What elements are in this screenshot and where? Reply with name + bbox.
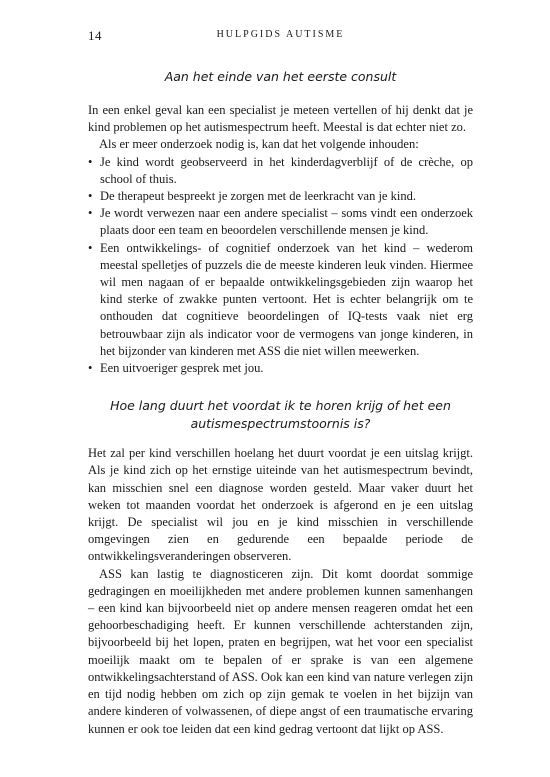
- body-paragraph: ASS kan lastig te diagnosticeren zijn. Dit komt doordat sommige gedragingen en moeilijkheden met andere problemen kunnen samenhangen – een kind kan bijvoorbeeld niet op andere mensen reageren omdat het een gehoorbeschadiging heeft. Er kunnen verschillende achterstanden zijn, bijvoorbeeld bij het lopen, praten en begrijpen, wat het voor een specialist moeilijk maakt om te bepalen of er sprake is van een algemene ontwikkelingsachterstand of ASS. Ook kan een kind van nature verlegen zijn en tijd nodig hebben om zich op zijn gemak te voelen in het bijzijn van andere kinderen of volwassenen, of diepe angst of een traumatische ervaring kunnen er ook toe leiden dat een kind gedrag vertoont dat lijkt op ASS.: [88, 566, 473, 736]
- body-paragraph: Het zal per kind verschillen hoelang het duurt voordat je een uitslag krijgt. Als je kind zich op het ernstige uiteinde van het autismespectrum bevindt, kan misschien snel een diagnose worden gesteld. Maar vaker duurt het weken tot maanden voordat het onderzoek is afgerond en je een uitslag krijgt. De specialist wil jou en je kind misschien in verschillende omgevingen zien en gedurende een bepaalde periode de ontwikkelingsveranderingen observeren.: [88, 446, 473, 564]
- bullet-list: [88, 154, 473, 378]
- list-item-text: Je wordt verwezen naar een andere specialist – soms vindt een onderzoek plaats door een team en beoordelen verschillende mensen je kind.: [100, 206, 473, 238]
- heading-line: Hoe lang duurt het voordat ik te horen krijg of het een: [110, 398, 451, 414]
- list-item-text: Een ontwikkelings- of cognitief onderzoek van het kind – wederom meestal spelletjes of puzzels die de meeste kinderen leuk vinden. Hiermee wil men nagaan of er bepaalde ontwikkelingsgebieden zijn waarop het kind sterke of zwakke punten vertoont. Het is echter belangrijk om te onthouden dat cognitieve beoordelingen of IQ-tests vaak niet erg betrouwbaar zijn als indicator voor de vermogens van jonge kinderen, in het bijzonder van kinderen met ASS die niet willen meewerken.: [100, 240, 473, 358]
- bullet-icon: •: [88, 206, 93, 221]
- list-item-text: De therapeut bespreekt je zorgen met de leerkracht van je kind.: [100, 189, 416, 204]
- bullet-icon: •: [88, 361, 93, 376]
- page-number: 14: [88, 28, 102, 43]
- bullet-icon: •: [88, 240, 93, 255]
- intro-paragraph: In een enkel geval kan een specialist je meteen vertellen of hij denkt dat je kind problemen op het autismespectrum heeft. Meestal is dat echter niet zo.: [88, 103, 473, 135]
- bullet-icon: •: [88, 189, 93, 204]
- list-item: [88, 154, 473, 188]
- list-item-text: Je kind wordt geobserveerd in het kinderdagverblijf of de crèche, op school of thuis.: [100, 154, 473, 186]
- list-item: [88, 188, 473, 205]
- list-item: [88, 360, 473, 377]
- running-head: [88, 28, 473, 46]
- heading-line: autismespectrumstoornis is?: [190, 416, 371, 432]
- section-heading: Aan het einde van het eerste consult: [164, 69, 397, 84]
- section-heading: [88, 397, 473, 433]
- list-item: [88, 240, 473, 360]
- section-how-long: [88, 397, 473, 737]
- bullet-icon: •: [88, 154, 93, 169]
- book-page: [88, 28, 473, 738]
- running-title: HULPGIDS AUTISME: [216, 29, 345, 40]
- list-item-text: Een uitvoeriger gesprek met jou.: [100, 361, 264, 376]
- list-item: [88, 205, 473, 239]
- section-first-consult: [88, 68, 473, 377]
- lead-paragraph: Als er meer onderzoek nodig is, kan dat het volgende inhouden:: [99, 137, 419, 152]
